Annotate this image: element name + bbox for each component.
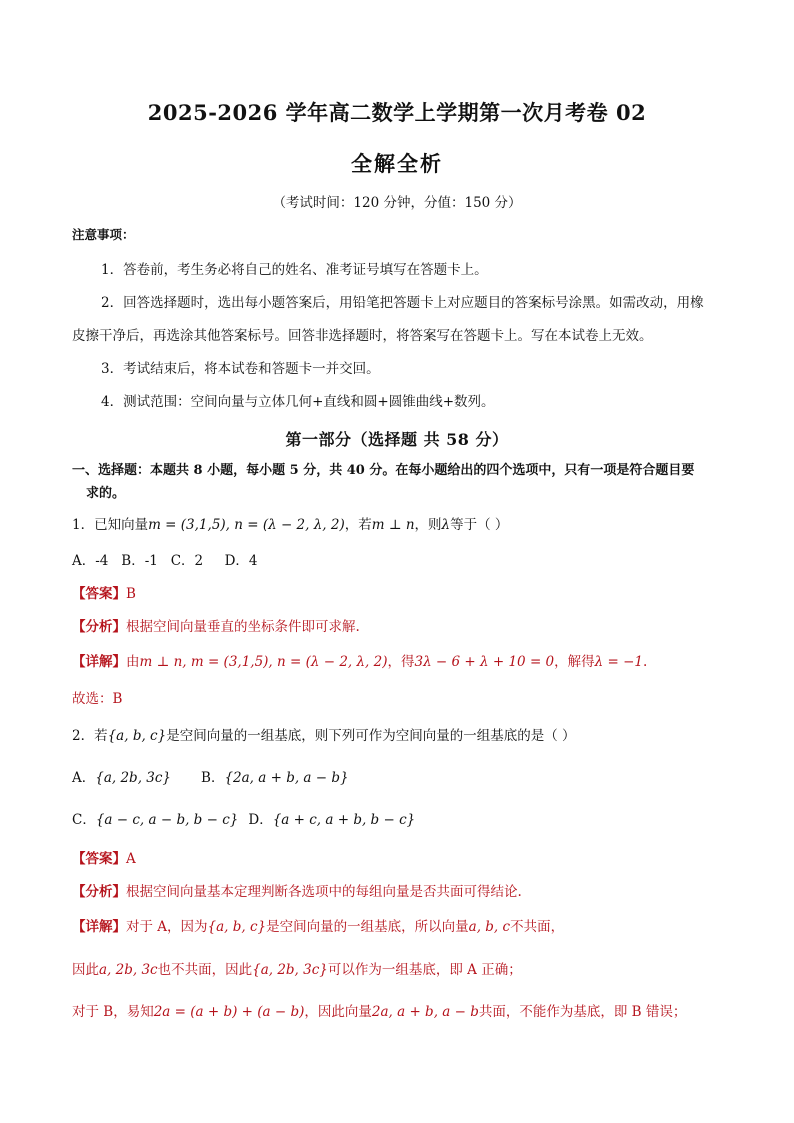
notice-item-3: 3．考试结束后，将本试卷和答题卡一并交回。 [101,361,380,377]
notice-item-2-cont: 皮擦干净后，再选涂其他答案标号。回答非选择题时，将答案写在答题卡上。写在本试卷上无效。 [72,328,653,344]
q1-stem-text-2: ，若 [344,517,372,533]
q2-detail-1 [72,915,564,935]
notice-item-4: 4．测试范围：空间向量与立体几何+直线和圆+圆锥曲线+数列。 [101,394,495,410]
q2-options-ab [72,766,349,786]
answer-tag: 【答案】 [72,586,126,602]
q2-option-d-label: D． [248,812,273,828]
q1-answer [72,582,136,602]
q2-stem [72,724,576,744]
q1-detail-text-2: ，得 [387,654,415,670]
q1-stem [72,513,508,533]
q2-option-d: {a + c, a + b, b − c} [272,812,416,828]
q1-detail-text-4: . [643,654,648,670]
q2-detail-2 [72,958,522,978]
q2-detail-vectors: a, b, c [468,919,511,935]
q1-detail-math: m ⊥ n, m = (3,1,5), n = (λ − 2, λ, 2) [139,654,388,670]
q2-detail-text-8: ，因此向量 [304,1004,372,1020]
q1-variable: λ [441,517,451,533]
q2-detail-text-3: 不共面， [510,919,565,935]
exam-subtitle: 全解全析 [351,151,443,176]
q1-detail-equation: 3λ − 6 + λ + 10 = 0 [414,654,555,670]
q2-option-a-label: A． [72,770,96,786]
q2-detail-set: {a, b, c} [207,919,267,935]
q2-option-b: {2a, a + b, a − b} [224,770,349,786]
q2-basis-set: {a, b, c} [107,728,167,744]
q2-stem-text-2: 是空间向量的一组基底，则下列可作为空间向量的一组基底的是（ ） [166,728,576,744]
detail-tag: 【详解】 [72,919,126,935]
q1-analysis-text: 根据空间向量垂直的坐标条件即可求解. [126,619,360,635]
q2-option-a: {a, 2b, 3c} [95,770,172,786]
q2-analysis [72,880,522,900]
section-title: 第一部分（选择题 共 58 分） [285,430,509,449]
q2-detail-3 [72,1000,686,1020]
q2-answer [72,847,136,867]
q2-detail-text-4: 因此 [72,962,99,978]
q2-detail-equation: 2a = (a + b) + (a − b) [153,1004,305,1020]
section-instruction-cont: 求的。 [86,486,126,501]
analysis-tag: 【分析】 [72,619,126,635]
q1-options: A．-4 B．-1 C．2 D．4 [72,553,258,569]
q2-option-b-label: B． [201,770,225,786]
section-instruction: 一、选择题：本题共 8 小题，每小题 5 分，共 40 分。在每小题给出的四个选项中，只有一项是符合题目要 [72,463,695,478]
q1-detail [72,650,647,670]
exam-title: 2025-2026 学年高二数学上学期第一次月考卷 02 [147,100,647,125]
answer-tag: 【答案】 [72,851,126,867]
q2-detail-text-5: 也不共面，因此 [157,962,253,978]
q1-detail-text-3: ，解得 [554,654,595,670]
q2-detail-text-9: 共面，不能作为基底，即 B 错误； [478,1004,687,1020]
q1-stem-text: 1．已知向量 [72,517,149,533]
notice-item-1: 1．答卷前，考生务必将自己的姓名、准考证号填写在答题卡上。 [101,262,488,278]
q2-detail-text-7: 对于 B，易知 [72,1004,154,1020]
q2-detail-vectors-2: a, 2b, 3c [99,962,158,978]
analysis-tag: 【分析】 [72,884,126,900]
q2-detail-text: 对于 A，因为 [126,919,208,935]
notice-heading: 注意事项： [72,227,135,242]
q1-stem-text-3: ，则 [414,517,442,533]
q1-vectors: m = (3,1,5), n = (λ − 2, λ, 2) [148,517,345,533]
q1-stem-text-4: 等于（ ） [450,517,509,533]
q1-condition: m ⊥ n [371,517,415,533]
q2-detail-vectors-3: 2a, a + b, a − b [371,1004,479,1020]
q1-detail-text: 由 [126,654,140,670]
q2-option-c: {a − c, a − b, b − c} [95,812,239,828]
q1-detail-result: λ = −1 [594,654,643,670]
q1-answer-value: B [126,586,136,602]
exam-info: （考试时间：120 分钟，分值：150 分） [272,195,522,211]
q2-detail-text-6: 可以作为一组基底，即 A 正确； [327,962,522,978]
q2-stem-text: 2．若 [72,728,108,744]
q2-options-cd [72,808,415,828]
q2-detail-text-2: 是空间向量的一组基底，所以向量 [266,919,469,935]
q2-detail-set-2: {a, 2b, 3c} [252,962,328,978]
q2-answer-value: A [126,851,136,867]
q2-option-c-label: C． [72,812,96,828]
notice-item-2: 2．回答选择题时，选出每小题答案后，用铅笔把答题卡上对应题目的答案标号涂黑。如需改动，用橡 [101,295,704,311]
detail-tag: 【详解】 [72,654,126,670]
q2-analysis-text: 根据空间向量基本定理判断各选项中的每组向量是否共面可得结论. [126,884,522,900]
q1-analysis [72,615,360,635]
q1-conclusion: 故选：B [72,691,123,707]
